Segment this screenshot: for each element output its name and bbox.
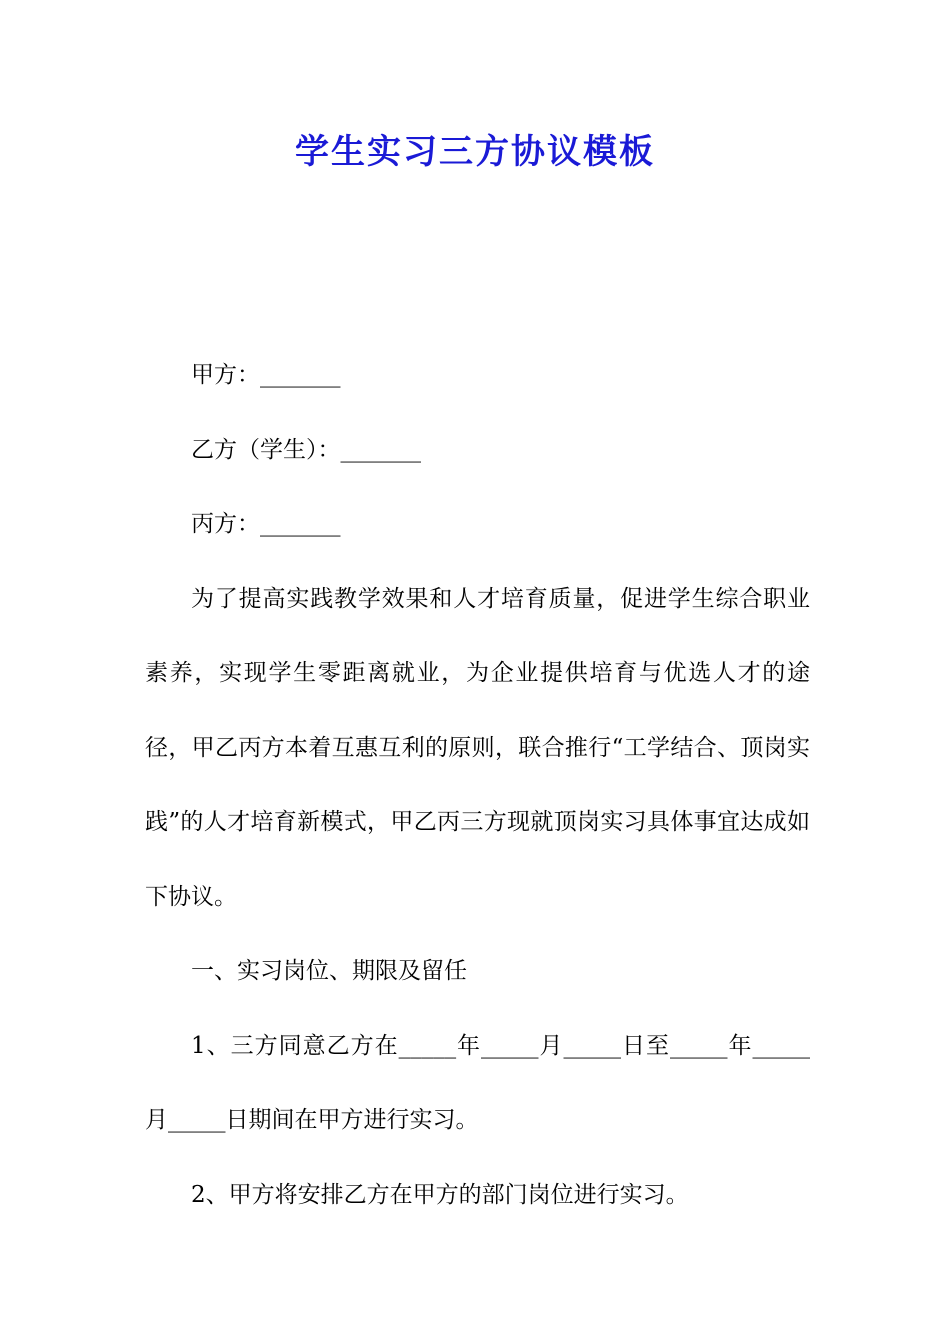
party-b-line: 乙方（学生）：_______ (191, 436, 421, 463)
clause-2-paragraph: 2、甲方将安排乙方在甲方的部门岗位进行实习。 (191, 1181, 689, 1208)
clause-1-paragraph: 1、三方同意乙方在_____年_____月_____日至_____年_____月_____日期间在甲方进行实习。 (145, 1032, 810, 1133)
section-1-heading: 一、实习岗位、期限及留任 (191, 958, 467, 984)
document-title: 学生实习三方协议模板 (295, 132, 655, 172)
party-a-line: 甲方：_______ (191, 362, 341, 388)
document-body (145, 338, 810, 1232)
intro-paragraph: 为了提高实践教学效果和人才培育质量，促进学生综合职业素养，实现学生零距离就业，为企业提供培育与优选人才的途径，甲乙丙方本着互惠互利的原则，联合推行“工学结合、顶岗实践”的人才培育新模式，甲乙丙三方现就顶岗实习具体事宜达成如下协议。 (145, 585, 810, 910)
party-c-line: 丙方：_______ (191, 511, 341, 537)
